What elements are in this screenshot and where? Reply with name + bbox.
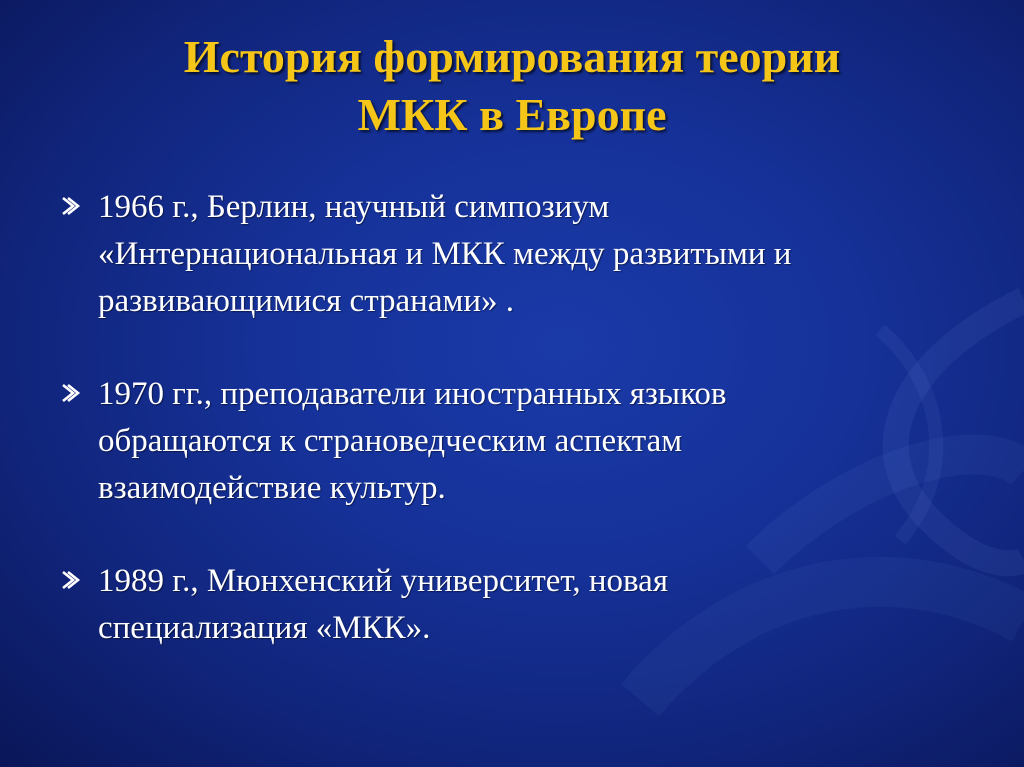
bullet-item — [58, 558, 958, 652]
bullet-text-line: «Интернациональная и МКК между развитыми и — [98, 236, 792, 272]
slide-title — [0, 28, 1024, 144]
bullet-text-line: 1970 гг., преподаватели иностранных языков — [98, 376, 727, 412]
bullet-text-line: 1989 г., Мюнхенский университет, новая — [98, 563, 669, 599]
slide-title-line-2: МКК в Европе — [357, 89, 667, 140]
slide-title-line-1: История формирования теории — [183, 31, 841, 82]
bullet-text-line: 1966 г., Берлин, научный симпозиум — [98, 189, 610, 225]
bullet-list — [58, 184, 958, 652]
bullet-text-line: специализация «МКК». — [98, 610, 431, 646]
chevron-right-arrow-icon — [60, 378, 82, 408]
chevron-right-arrow-icon — [60, 565, 82, 595]
bullet-text-line: взаимодействие культур. — [98, 470, 446, 506]
bullet-text-line: обращаются к страноведческим аспектам — [98, 423, 683, 459]
chevron-right-arrow-icon — [60, 191, 82, 221]
bullet-item — [58, 184, 958, 325]
bullet-item — [58, 371, 958, 512]
bullet-text-line: развивающимися странами» . — [98, 283, 515, 319]
